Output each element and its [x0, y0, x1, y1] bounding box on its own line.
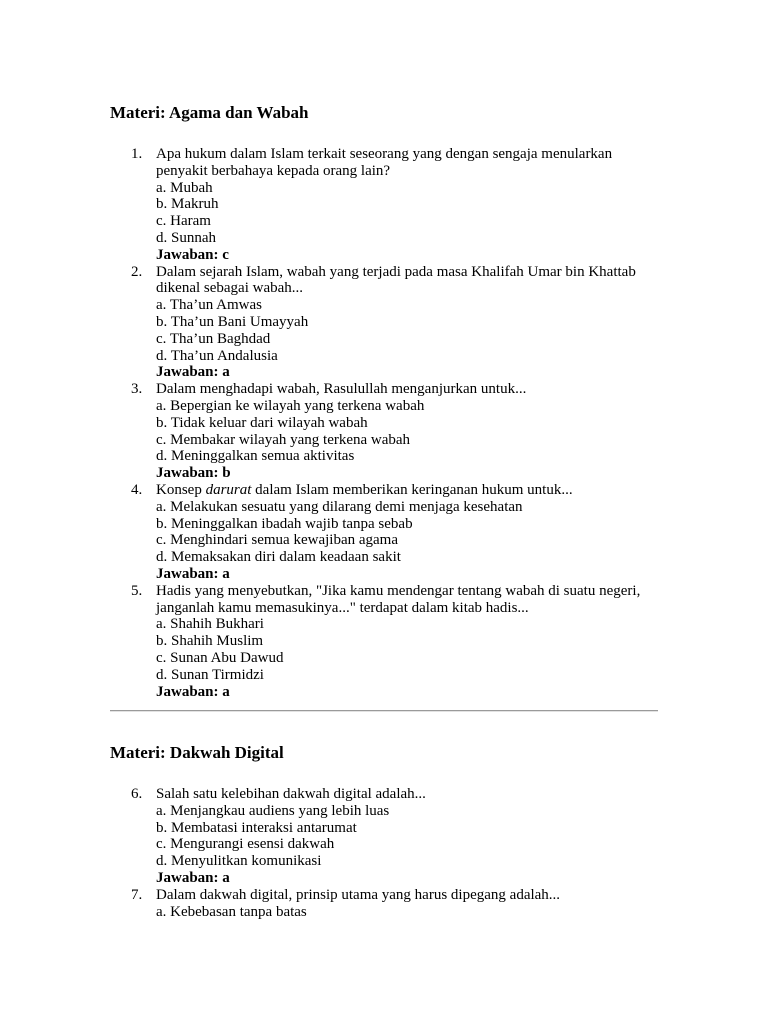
question-number: 5.	[131, 582, 143, 599]
question-text-before: Konsep	[156, 481, 206, 498]
question-number: 7.	[131, 886, 143, 903]
option-c: c. Menghindari semua kewajiban agama	[156, 532, 398, 549]
question-text: Apa hukum dalam Islam terkait seseorang yang dengan sengaja menularkan penyakit berbahaya kepada orang lain?	[156, 146, 613, 179]
option-b: b. Makruh	[156, 196, 219, 213]
question-text-after: dalam Islam memberikan keringanan hukum untuk...	[251, 481, 573, 498]
question-5	[110, 583, 658, 701]
question-4	[110, 482, 658, 583]
answer-label: Jawaban: a	[156, 565, 230, 582]
question-6	[110, 786, 658, 887]
question-number: 2.	[131, 263, 143, 280]
option-d: d. Tha’un Andalusia	[156, 347, 278, 364]
option-b: b. Tidak keluar dari wilayah wabah	[156, 414, 368, 431]
question-text	[156, 482, 658, 499]
question-3	[110, 381, 658, 482]
section-dakwah-digital	[110, 742, 658, 920]
option-a: a. Shahih Bukhari	[156, 616, 264, 633]
answer-label: Jawaban: c	[156, 246, 229, 263]
section-title: Materi: Agama dan Wabah	[110, 103, 309, 122]
option-b: b. Meninggalkan ibadah wajib tanpa sebab	[156, 515, 413, 532]
option-c: c. Tha’un Baghdad	[156, 330, 271, 347]
section-title: Materi: Dakwah Digital	[110, 743, 284, 762]
question-text: Hadis yang menyebutkan, "Jika kamu mendengar tentang wabah di suatu negeri, janganlah kamu memasukinya..." terdapat dalam kitab hadis...	[156, 582, 641, 616]
option-c: c. Sunan Abu Dawud	[156, 649, 284, 666]
option-c: c. Membakar wilayah yang terkena wabah	[156, 431, 411, 448]
option-a: a. Tha’un Amwas	[156, 297, 262, 314]
option-c: c. Haram	[156, 213, 211, 230]
question-text: Dalam dakwah digital, prinsip utama yang harus dipegang adalah...	[156, 886, 561, 903]
question-text: Dalam sejarah Islam, wabah yang terjadi pada masa Khalifah Umar bin Khattab dikenal sebagai wabah...	[156, 263, 636, 297]
option-d: d. Memaksakan diri dalam keadaan sakit	[156, 549, 401, 566]
question-number: 4.	[131, 481, 143, 498]
question-1	[110, 146, 658, 264]
option-a: a. Melakukan sesuatu yang dilarang demi menjaga kesehatan	[156, 498, 523, 515]
question-2	[110, 264, 658, 382]
option-a: a. Menjangkau audiens yang lebih luas	[156, 802, 390, 819]
option-d: d. Sunan Tirmidzi	[156, 666, 264, 683]
question-number: 1.	[131, 146, 143, 162]
answer-label: Jawaban: a	[156, 683, 230, 700]
option-b: b. Shahih Muslim	[156, 633, 264, 650]
question-list	[110, 786, 658, 920]
question-7	[110, 887, 658, 921]
answer-label: Jawaban: a	[156, 869, 230, 886]
answer-label: Jawaban: b	[156, 465, 231, 482]
question-text: Salah satu kelebihan dakwah digital adalah...	[156, 786, 426, 802]
question-text: Dalam menghadapi wabah, Rasulullah menganjurkan untuk...	[156, 381, 527, 398]
option-a: a. Mubah	[156, 179, 213, 196]
option-c: c. Mengurangi esensi dakwah	[156, 836, 335, 853]
horizontal-divider	[110, 710, 658, 712]
question-text-emphasis: darurat	[205, 481, 252, 498]
question-list	[110, 146, 658, 700]
option-b: b. Tha’un Bani Umayyah	[156, 313, 309, 330]
option-d: d. Menyulitkan komunikasi	[156, 853, 322, 870]
section-agama-dan-wabah	[110, 102, 658, 700]
answer-label: Jawaban: a	[156, 364, 230, 381]
option-a: a. Kebebasan tanpa batas	[156, 903, 307, 920]
question-number: 6.	[131, 786, 143, 802]
option-d: d. Meninggalkan semua aktivitas	[156, 448, 355, 465]
option-a: a. Bepergian ke wilayah yang terkena wabah	[156, 397, 425, 414]
option-d: d. Sunnah	[156, 229, 216, 246]
option-b: b. Membatasi interaksi antarumat	[156, 819, 357, 836]
question-number: 3.	[131, 381, 143, 398]
